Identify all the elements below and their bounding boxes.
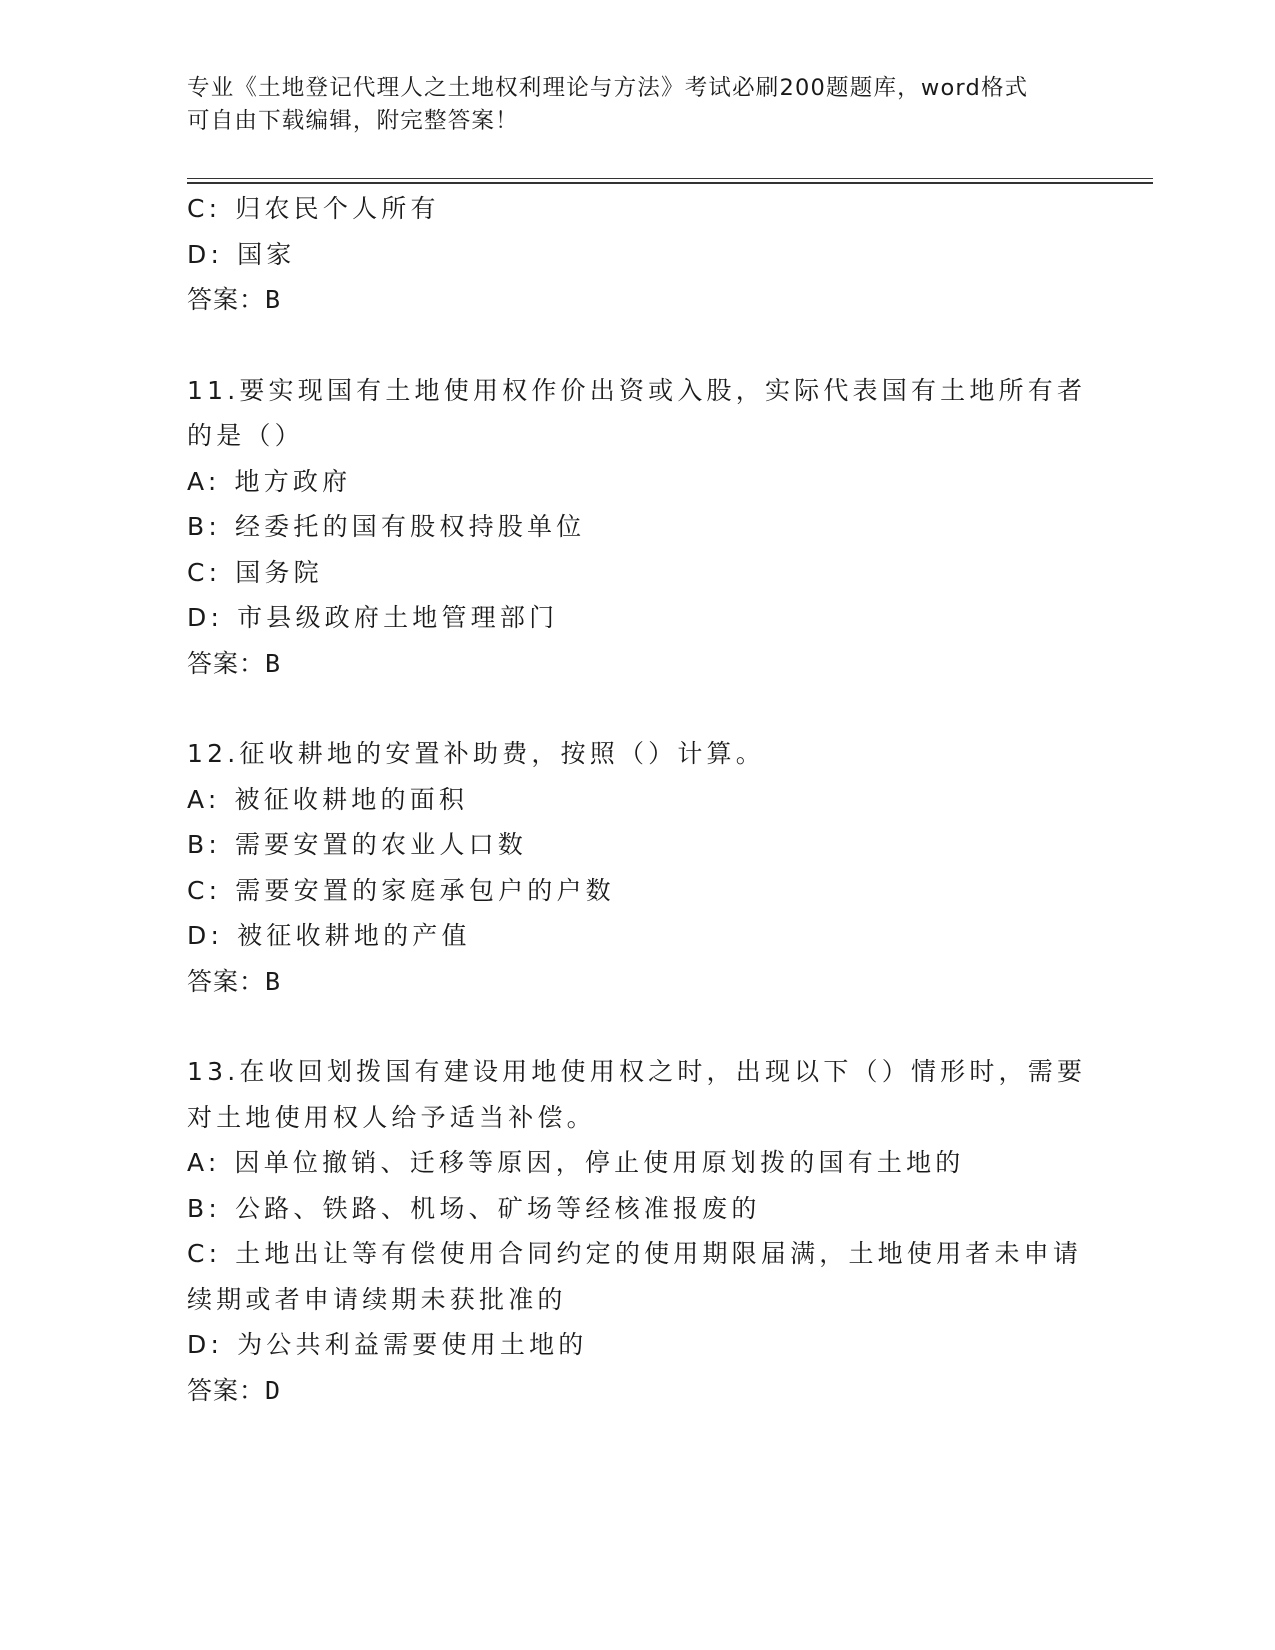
prev-question-block — [187, 186, 1087, 323]
option-letter: C: — [187, 557, 222, 587]
option-text: 被征收耕地的面积 — [234, 784, 469, 814]
option-d — [187, 595, 1087, 641]
answer-label: 答案： — [187, 648, 266, 678]
option-text: 需要安置的家庭承包户的户数 — [235, 875, 615, 905]
option-text: 国务院 — [235, 557, 323, 587]
answer-line — [187, 641, 1087, 687]
option-a — [187, 459, 1087, 505]
option-letter: B: — [187, 830, 221, 859]
option-letter: D: — [187, 239, 224, 269]
question-11-text-line-1: 11.要实现国有土地使用权作价出资或入股，实际代表国有土地所有者 — [187, 375, 1087, 405]
option-b — [187, 1186, 1087, 1232]
answer-line — [187, 959, 1087, 1005]
answer-value: B — [265, 966, 282, 996]
option-text: 归农民个人所有 — [235, 194, 440, 223]
option-letter: B: — [187, 1193, 221, 1223]
option-text: 需要安置的农业人口数 — [234, 830, 527, 859]
option-letter: D: — [187, 1330, 224, 1359]
answer-label: 答案： — [187, 966, 266, 996]
header-line-2: 可自由下载编辑，附完整答案！ — [187, 108, 519, 134]
option-c — [187, 868, 1087, 914]
option-letter: A: — [187, 466, 221, 496]
option-text: 为公共利益需要使用土地的 — [237, 1330, 588, 1359]
answer-line — [187, 1368, 1087, 1414]
option-text: 被征收耕地的产值 — [237, 921, 471, 950]
option-b — [187, 822, 1087, 868]
option-text: 市县级政府土地管理部门 — [237, 603, 559, 632]
option-letter: C: — [187, 194, 222, 223]
option-text: 土地出让等有偿使用合同约定的使用期限届满，土地使用者未申请 — [235, 1239, 1083, 1268]
option-text: 公路、铁路、机场、矿场等经核准报废的 — [234, 1193, 761, 1223]
question-11-text-line-2: 的是（） — [187, 421, 304, 450]
option-letter: C: — [187, 875, 222, 905]
option-letter: D: — [187, 921, 224, 950]
option-letter: D: — [187, 603, 224, 632]
option-c — [187, 1231, 1087, 1277]
option-c — [187, 186, 1087, 232]
option-letter: B: — [187, 512, 221, 541]
document-header — [187, 72, 1087, 138]
header-rule-thick — [187, 182, 1153, 184]
answer-value: B — [265, 285, 282, 314]
option-c — [187, 550, 1087, 596]
answer-label: 答案： — [187, 285, 266, 314]
question-12-block — [187, 731, 1087, 1004]
header-line-1: 专业《土地登记代理人之土地权利理论与方法》考试必刷200题题库，word格式 — [187, 75, 1029, 101]
question-content — [187, 186, 1087, 1413]
answer-line — [187, 277, 1087, 323]
option-letter: A: — [187, 1148, 221, 1177]
option-a — [187, 777, 1087, 823]
answer-value: B — [265, 648, 282, 678]
answer-label: 答案： — [187, 1375, 266, 1405]
option-d — [187, 1322, 1087, 1368]
option-text: 国家 — [237, 239, 296, 269]
option-b — [187, 504, 1087, 550]
question-12-text: 12.征收耕地的安置补助费，按照（）计算。 — [187, 739, 765, 768]
header-rule-thin — [187, 178, 1153, 179]
option-text: 地方政府 — [234, 466, 352, 496]
question-11-block — [187, 368, 1087, 687]
question-13-block — [187, 1049, 1087, 1413]
question-13-text-line-1: 13.在收回划拨国有建设用地使用权之时，出现以下（）情形时，需要 — [187, 1057, 1087, 1086]
option-d — [187, 232, 1087, 278]
option-text: 因单位撤销、迁移等原因，停止使用原划拨的国有土地的 — [234, 1148, 965, 1177]
question-13-text-line-2: 对土地使用权人给予适当补偿。 — [187, 1102, 596, 1132]
option-letter: A: — [187, 784, 221, 814]
option-text: 经委托的国有股权持股单位 — [234, 512, 586, 541]
answer-value: D — [265, 1375, 282, 1405]
option-c-continuation: 续期或者申请续期未获批准的 — [187, 1284, 567, 1314]
option-a — [187, 1140, 1087, 1186]
option-d — [187, 913, 1087, 959]
option-letter: C: — [187, 1239, 222, 1268]
